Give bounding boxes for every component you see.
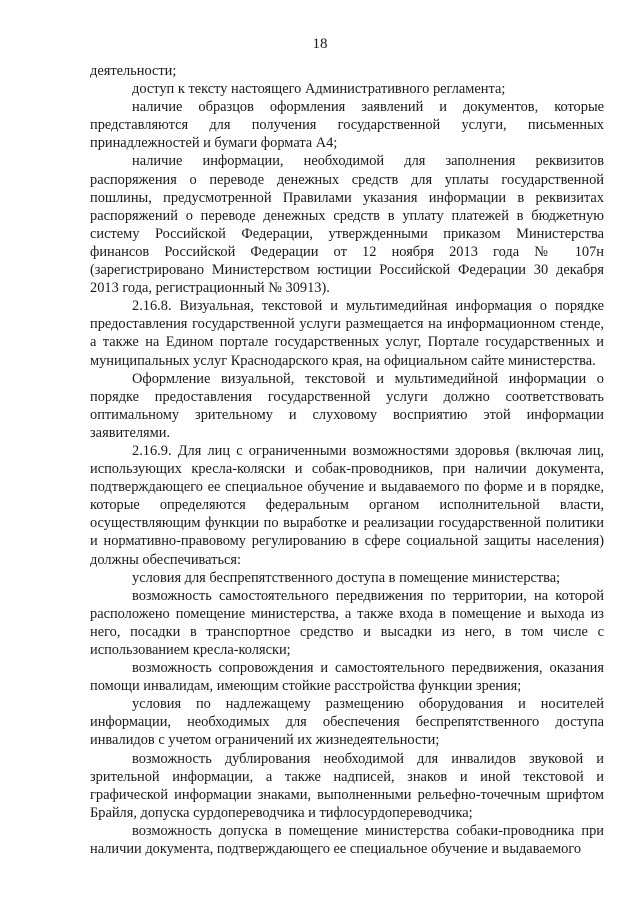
paragraph-assistance-visually-impaired: возможность сопровождения и самостоятельного передвижения, оказания помощи инвалидам, имеющим стойкие расстройства функции зрения; bbox=[90, 660, 604, 695]
paragraph-continuation: деятельности; bbox=[90, 63, 177, 79]
paragraph-regulation-access: доступ к тексту настоящего Административного регламента; bbox=[132, 81, 506, 98]
paragraph-2-16-9: 2.16.9. Для лиц с ограниченными возможностями здоровья (включая лиц, использующих кресла-коляски и собак-проводников, при наличии документа, подтверждающего ее специальное обучение и выдаваемого по форме и в порядке, которые определяются федеральным органом исполнительной власти, осуществляющим функции по выработке и реализации государственной политики и нормативно-правовому регулированию в сфере социальной защиты населения) должны обеспечиваться: bbox=[90, 442, 604, 568]
paragraph-independent-movement: возможность самостоятельного передвижения по территории, на которой расположено помещение министерства, а также входа в помещение и выхода из него, посадки в транспортное средство и высадки из него, в том числе с использованием кресла-коляски; bbox=[90, 587, 604, 658]
paragraph-payment-details: наличие информации, необходимой для заполнения реквизитов распоряжения о переводе денежных средств для уплаты государственной пошлины, предусмотренной Правилами указания информации в реквизитах распоряжений о переводе денежных средств в уплату платежей в бюджетную систему Российской Федерации, утвержденными приказом Министерства финансов Российской Федерации от 12 ноября 2013 года № 107н (зарегистрировано Министерством юстиции Российской Федерации 30 декабря 2013 года, регистрационный № 30913). bbox=[90, 153, 604, 297]
paragraph-braille-duplication: возможность дублирования необходимой для инвалидов звуковой и зрительной информации, а также надписей, знаков и иной текстовой и графической информации знаками, выполненными рельефно-точечным шрифтом Брайля, допуска сурдопереводчика и тифлосурдопереводчика; bbox=[90, 750, 604, 821]
document-body bbox=[90, 62, 604, 858]
paragraph-guide-dog-access: возможность допуска в помещение министерства собаки-проводника при наличии документа, подтверждающего ее специальное обучение и выдаваемого bbox=[90, 822, 604, 858]
paragraph-form-samples: наличие образцов оформления заявлений и документов, которые представляются для получения государственной услуги, письменных принадлежностей и бумаги формата А4; bbox=[90, 99, 604, 152]
paragraph-info-design: Оформление визуальной, текстовой и мультимедийной информации о порядке предоставления государственной услуги должно соответствовать оптимальному зрительному и слуховому восприятию этой информации заявителями. bbox=[90, 370, 604, 441]
paragraph-equipment-placement: условия по надлежащему размещению оборудования и носителей информации, необходимых для обеспечения беспрепятственного доступа инвалидов с учетом ограничений их жизнедеятельности; bbox=[90, 696, 604, 749]
paragraph-2-16-8: 2.16.8. Визуальная, текстовой и мультимедийная информация о порядке предоставления государственной услуги размещается на информационном стенде, а также на Едином портале государственных услуг, Портале государственных и муниципальных услуг Краснодарского края, на официальном сайте министерства. bbox=[90, 298, 604, 369]
paragraph-barrier-free-access: условия для беспрепятственного доступа в помещение министерства; bbox=[132, 569, 561, 586]
page-number: 18 bbox=[312, 36, 328, 52]
